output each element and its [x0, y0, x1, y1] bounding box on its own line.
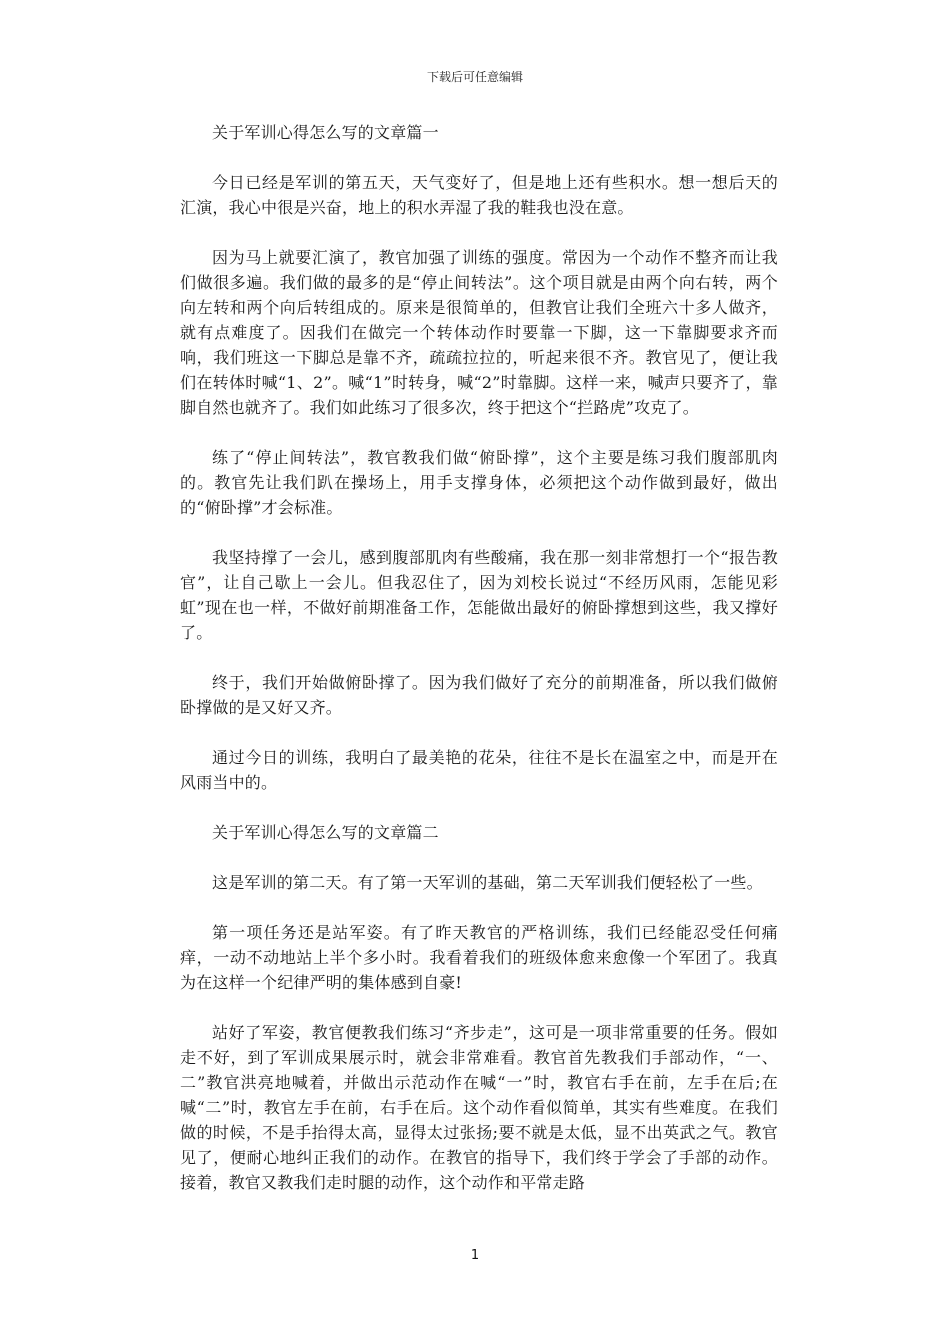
section-heading-1: 关于军训心得怎么写的文章篇一: [212, 123, 439, 142]
paragraph: 站好了军姿，教官便教我们练习“齐步走”，这可是一项非常重要的任务。假如走不好，到了军训成果展示时，就会非常难看。教官首先教我们手部动作，“一、二”教官洪亮地喊着，并做出示范动作在喊“一”时，教官右手在前，左手在后;在喊“二”时，教官左手在前，右手在后。这个动作看似简单，其实有些难度。在我们做的时候，不是手抬得太高，显得太过张扬;要不就是太低，显不出英武之气。教官见了，便耐心地纠正我们的动作。在教官的指导下，我们终于学会了手部的动作。接着，教官又教我们走时腿的动作，这个动作和平常走路: [180, 1023, 778, 1192]
document-body: [180, 120, 778, 1220]
section-heading-2: 关于军训心得怎么写的文章篇二: [212, 823, 439, 842]
paragraph: 这是军训的第二天。有了第一天军训的基础，第二天军训我们便轻松了一些。: [212, 873, 763, 892]
paragraph: 第一项任务还是站军姿。有了昨天教官的严格训练，我们已经能忍受任何痛痒，一动不动地站上半个多小时。我看着我们的班级体愈来愈像一个军团了。我真为在这样一个纪律严明的集体感到自豪!: [180, 923, 778, 992]
paragraph: 终于，我们开始做俯卧撑了。因为我们做好了充分的前期准备，所以我们做俯卧撑做的是又好又齐。: [180, 673, 778, 717]
paragraph: 因为马上就要汇演了，教官加强了训练的强度。常因为一个动作不整齐而让我们做很多遍。我们做的最多的是“停止间转法”。这个项目就是由两个向右转，两个向左转和两个向后转组成的。原来是很简单的，但教官让我们全班六十多人做齐，就有点难度了。因我们在做完一个转体动作时要靠一下脚，这一下靠脚要求齐而响，我们班这一下脚总是靠不齐，疏疏拉拉的，听起来很不齐。教官见了，便让我们在转体时喊“1、2”。喊“1”时转身，喊“2”时靠脚。这样一来，喊声只要齐了，靠脚自然也就齐了。我们如此练习了很多次，终于把这个“拦路虎”攻克了。: [180, 248, 778, 417]
paragraph: 练了“停止间转法”，教官教我们做“俯卧撑”，这个主要是练习我们腹部肌肉的。教官先让我们趴在操场上，用手支撑身体，必须把这个动作做到最好，做出的“俯卧撑”才会标准。: [180, 448, 778, 517]
paragraph: 我坚持撑了一会儿，感到腹部肌肉有些酸痛，我在那一刻非常想打一个“报告教官”，让自己歇上一会儿。但我忍住了，因为刘校长说过“不经历风雨，怎能见彩虹”现在也一样，不做好前期准备工作，怎能做出最好的俯卧撑想到这些，我又撑好了。: [180, 548, 778, 642]
page-number: 1: [470, 1248, 480, 1263]
paragraph: 通过今日的训练，我明白了最美艳的花朵，往往不是长在温室之中，而是开在风雨当中的。: [180, 748, 778, 792]
paragraph: 今日已经是军训的第五天，天气变好了，但是地上还有些积水。想一想后天的汇演，我心中很是兴奋，地上的积水弄湿了我的鞋我也没在意。: [180, 173, 778, 217]
header-note: 下载后可任意编辑: [426, 70, 523, 84]
